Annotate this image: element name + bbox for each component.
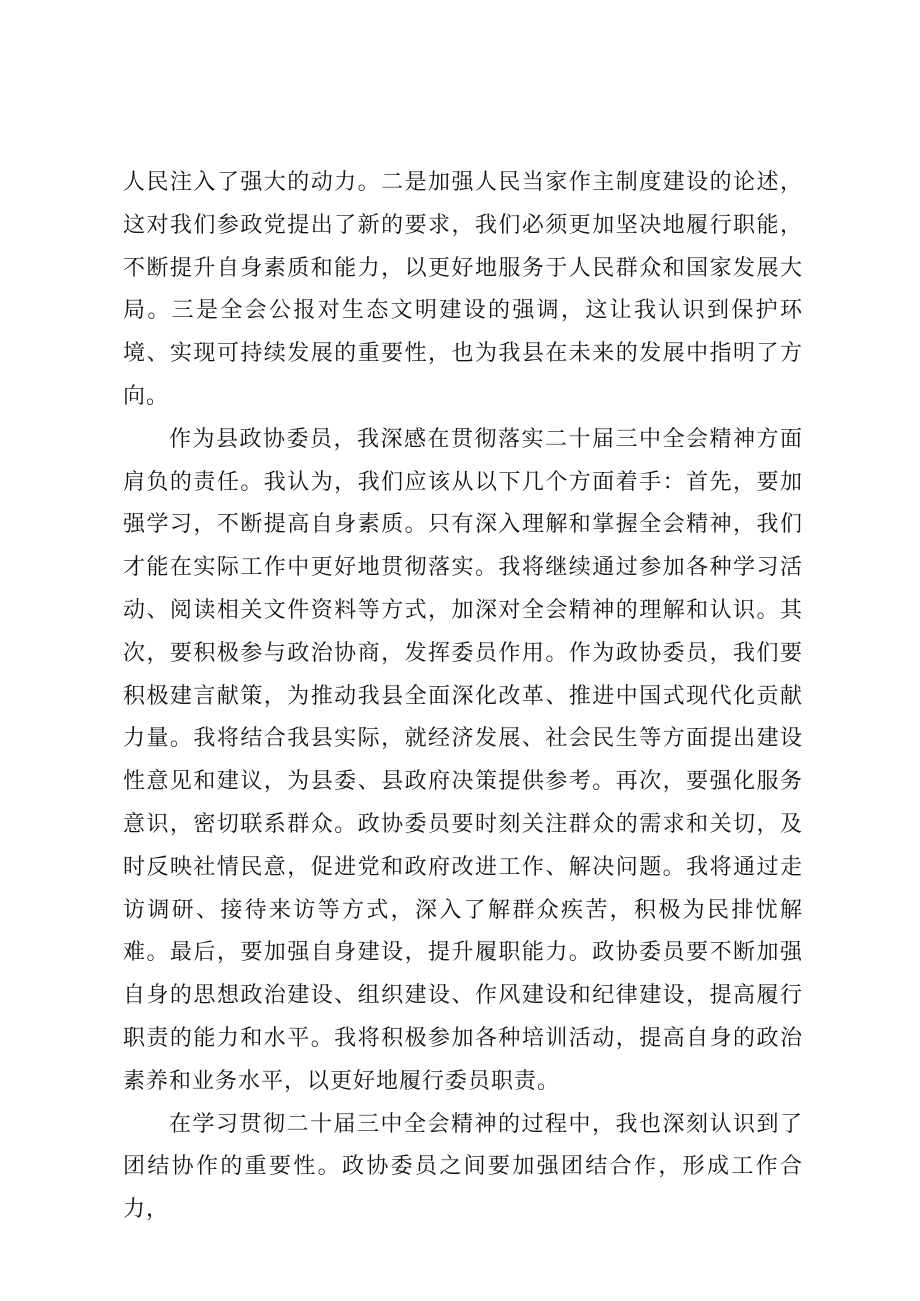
document-body bbox=[123, 162, 803, 1232]
paragraph-continuation: 人民注入了强大的动力。二是加强人民当家作主制度建设的论述，这对我们参政党提出了新的要求，我们必须更加坚决地履行职能，不断提升自身素质和能力，以更好地服务于人民群众和国家发展大局。三是全会公报对生态文明建设的强调，这让我认识到保护环境、实现可持续发展的重要性，也为我县在未来的发展中指明了方向。 bbox=[123, 170, 803, 409]
paragraph-unity: 在学习贯彻二十届三中全会精神的过程中，我也深刻认识到了团结协作的重要性。政协委员之间要加强团结合作，形成工作合力， bbox=[123, 1111, 803, 1223]
paragraph-responsibility: 作为县政协委员，我深感在贯彻落实二十届三中全会精神方面肩负的责任。我认为，我们应该从以下几个方面着手：首先，要加强学习，不断提高自身素质。只有深入理解和掌握全会精神，我们才能在实际工作中更好地贯彻落实。我将继续通过参加各种学习活动、阅读相关文件资料等方式，加深对全会精神的理解和认识。其次，要积极参与政治协商，发挥委员作用。作为政协委员，我们要积极建言献策，为推动我县全面深化改革、推进中国式现代化贡献力量。我将结合我县实际，就经济发展、社会民生等方面提出建设性意见和建议，为县委、县政府决策提供参考。再次，要强化服务意识，密切联系群众。政协委员要时刻关注群众的需求和关切，及时反映社情民意，促进党和政府改进工作、解决问题。我将通过走访调研、接待来访等方式，深入了解群众疾苦，积极为民排忧解难。最后，要加强自身建设，提升履职能力。政协委员要不断加强自身的思想政治建设、组织建设、作风建设和纪律建设，提高履行职责的能力和水平。我将积极参加各种培训活动，提高自身的政治素养和业务水平，以更好地履行委员职责。 bbox=[123, 426, 803, 1094]
